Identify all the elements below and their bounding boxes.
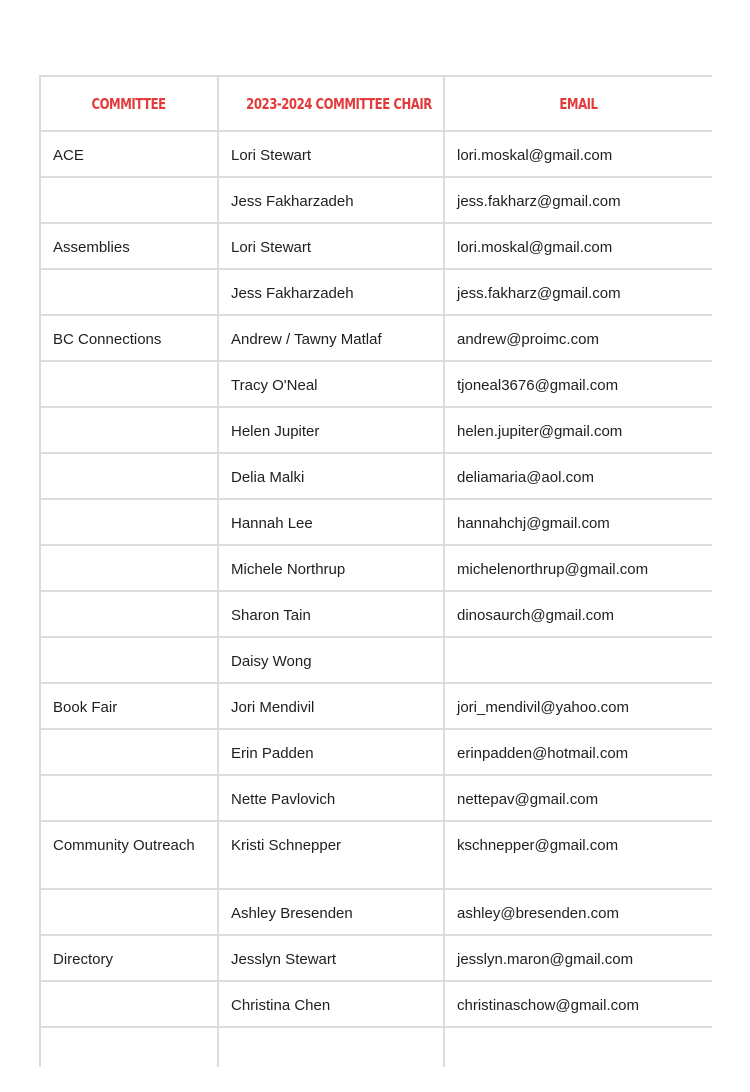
committee-cell: BC Connections bbox=[40, 315, 218, 361]
table-row bbox=[40, 821, 712, 889]
email-cell: nettepav@gmail.com bbox=[444, 775, 712, 821]
email-cell bbox=[444, 1027, 712, 1067]
committee-cell bbox=[40, 361, 218, 407]
email-cell: kschnepper@gmail.com bbox=[444, 821, 712, 889]
chair-cell bbox=[218, 1027, 444, 1067]
chair-cell: Jess Fakharzadeh bbox=[218, 177, 444, 223]
chair-cell: Jori Mendivil bbox=[218, 683, 444, 729]
chair-cell: Delia Malki bbox=[218, 453, 444, 499]
committee-cell bbox=[40, 545, 218, 591]
email-cell: hannahchj@gmail.com bbox=[444, 499, 712, 545]
committee-cell bbox=[40, 981, 218, 1027]
chair-cell: Helen Jupiter bbox=[218, 407, 444, 453]
committee-cell bbox=[40, 729, 218, 775]
email-cell: tjoneal3676@gmail.com bbox=[444, 361, 712, 407]
email-cell bbox=[444, 637, 712, 683]
table-row bbox=[40, 407, 712, 453]
chair-cell: Michele Northrup bbox=[218, 545, 444, 591]
chair-cell: Daisy Wong bbox=[218, 637, 444, 683]
committee-cell: Directory bbox=[40, 935, 218, 981]
table-row bbox=[40, 131, 712, 177]
table-row bbox=[40, 453, 712, 499]
email-cell: christinaschow@gmail.com bbox=[444, 981, 712, 1027]
email-cell: lori.moskal@gmail.com bbox=[444, 223, 712, 269]
table-row bbox=[40, 223, 712, 269]
email-cell: jori_mendivil@yahoo.com bbox=[444, 683, 712, 729]
chair-cell: Lori Stewart bbox=[218, 131, 444, 177]
email-cell: helen.jupiter@gmail.com bbox=[444, 407, 712, 453]
committee-cell: Assemblies bbox=[40, 223, 218, 269]
table-row bbox=[40, 361, 712, 407]
email-cell: erinpadden@hotmail.com bbox=[444, 729, 712, 775]
table-row-cut-off bbox=[40, 1027, 712, 1067]
committee-table-container bbox=[39, 75, 712, 1075]
chair-cell: Jesslyn Stewart bbox=[218, 935, 444, 981]
table-header-row bbox=[40, 76, 712, 131]
committee-cell: ACE bbox=[40, 131, 218, 177]
chair-cell: Christina Chen bbox=[218, 981, 444, 1027]
table-row bbox=[40, 889, 712, 935]
committee-cell bbox=[40, 499, 218, 545]
table-row bbox=[40, 545, 712, 591]
table-row bbox=[40, 591, 712, 637]
committee-cell bbox=[40, 1027, 218, 1067]
table-row bbox=[40, 177, 712, 223]
committee-cell: Book Fair bbox=[40, 683, 218, 729]
committee-cell bbox=[40, 591, 218, 637]
email-cell: jess.fakharz@gmail.com bbox=[444, 269, 712, 315]
chair-cell: Tracy O'Neal bbox=[218, 361, 444, 407]
email-cell: lori.moskal@gmail.com bbox=[444, 131, 712, 177]
chair-cell: Nette Pavlovich bbox=[218, 775, 444, 821]
chair-cell: Jess Fakharzadeh bbox=[218, 269, 444, 315]
email-cell: jess.fakharz@gmail.com bbox=[444, 177, 712, 223]
email-cell: michelenorthrup@gmail.com bbox=[444, 545, 712, 591]
header-chair: 2023-2024 COMMITTEE CHAIR bbox=[218, 76, 444, 131]
committee-cell bbox=[40, 453, 218, 499]
table-row bbox=[40, 499, 712, 545]
committee-cell bbox=[40, 889, 218, 935]
email-cell: deliamaria@aol.com bbox=[444, 453, 712, 499]
table-row bbox=[40, 729, 712, 775]
header-committee: COMMITTEE bbox=[40, 76, 218, 131]
table-row bbox=[40, 981, 712, 1027]
chair-cell: Sharon Tain bbox=[218, 591, 444, 637]
committee-cell bbox=[40, 407, 218, 453]
committee-cell bbox=[40, 637, 218, 683]
table-row bbox=[40, 315, 712, 361]
email-cell: dinosaurch@gmail.com bbox=[444, 591, 712, 637]
committee-table bbox=[39, 75, 712, 1067]
chair-cell: Hannah Lee bbox=[218, 499, 444, 545]
email-cell: ashley@bresenden.com bbox=[444, 889, 712, 935]
table-row bbox=[40, 775, 712, 821]
chair-cell: Ashley Bresenden bbox=[218, 889, 444, 935]
chair-cell: Erin Padden bbox=[218, 729, 444, 775]
committee-cell bbox=[40, 775, 218, 821]
header-email: EMAIL bbox=[444, 76, 712, 131]
chair-cell: Kristi Schnepper bbox=[218, 821, 444, 889]
chair-cell: Andrew / Tawny Matlaf bbox=[218, 315, 444, 361]
table-row bbox=[40, 269, 712, 315]
email-cell: jesslyn.maron@gmail.com bbox=[444, 935, 712, 981]
committee-cell: Community Outreach bbox=[40, 821, 218, 889]
table-row bbox=[40, 637, 712, 683]
chair-cell: Lori Stewart bbox=[218, 223, 444, 269]
table-row bbox=[40, 683, 712, 729]
table-row bbox=[40, 935, 712, 981]
email-cell: andrew@proimc.com bbox=[444, 315, 712, 361]
committee-cell bbox=[40, 269, 218, 315]
committee-cell bbox=[40, 177, 218, 223]
